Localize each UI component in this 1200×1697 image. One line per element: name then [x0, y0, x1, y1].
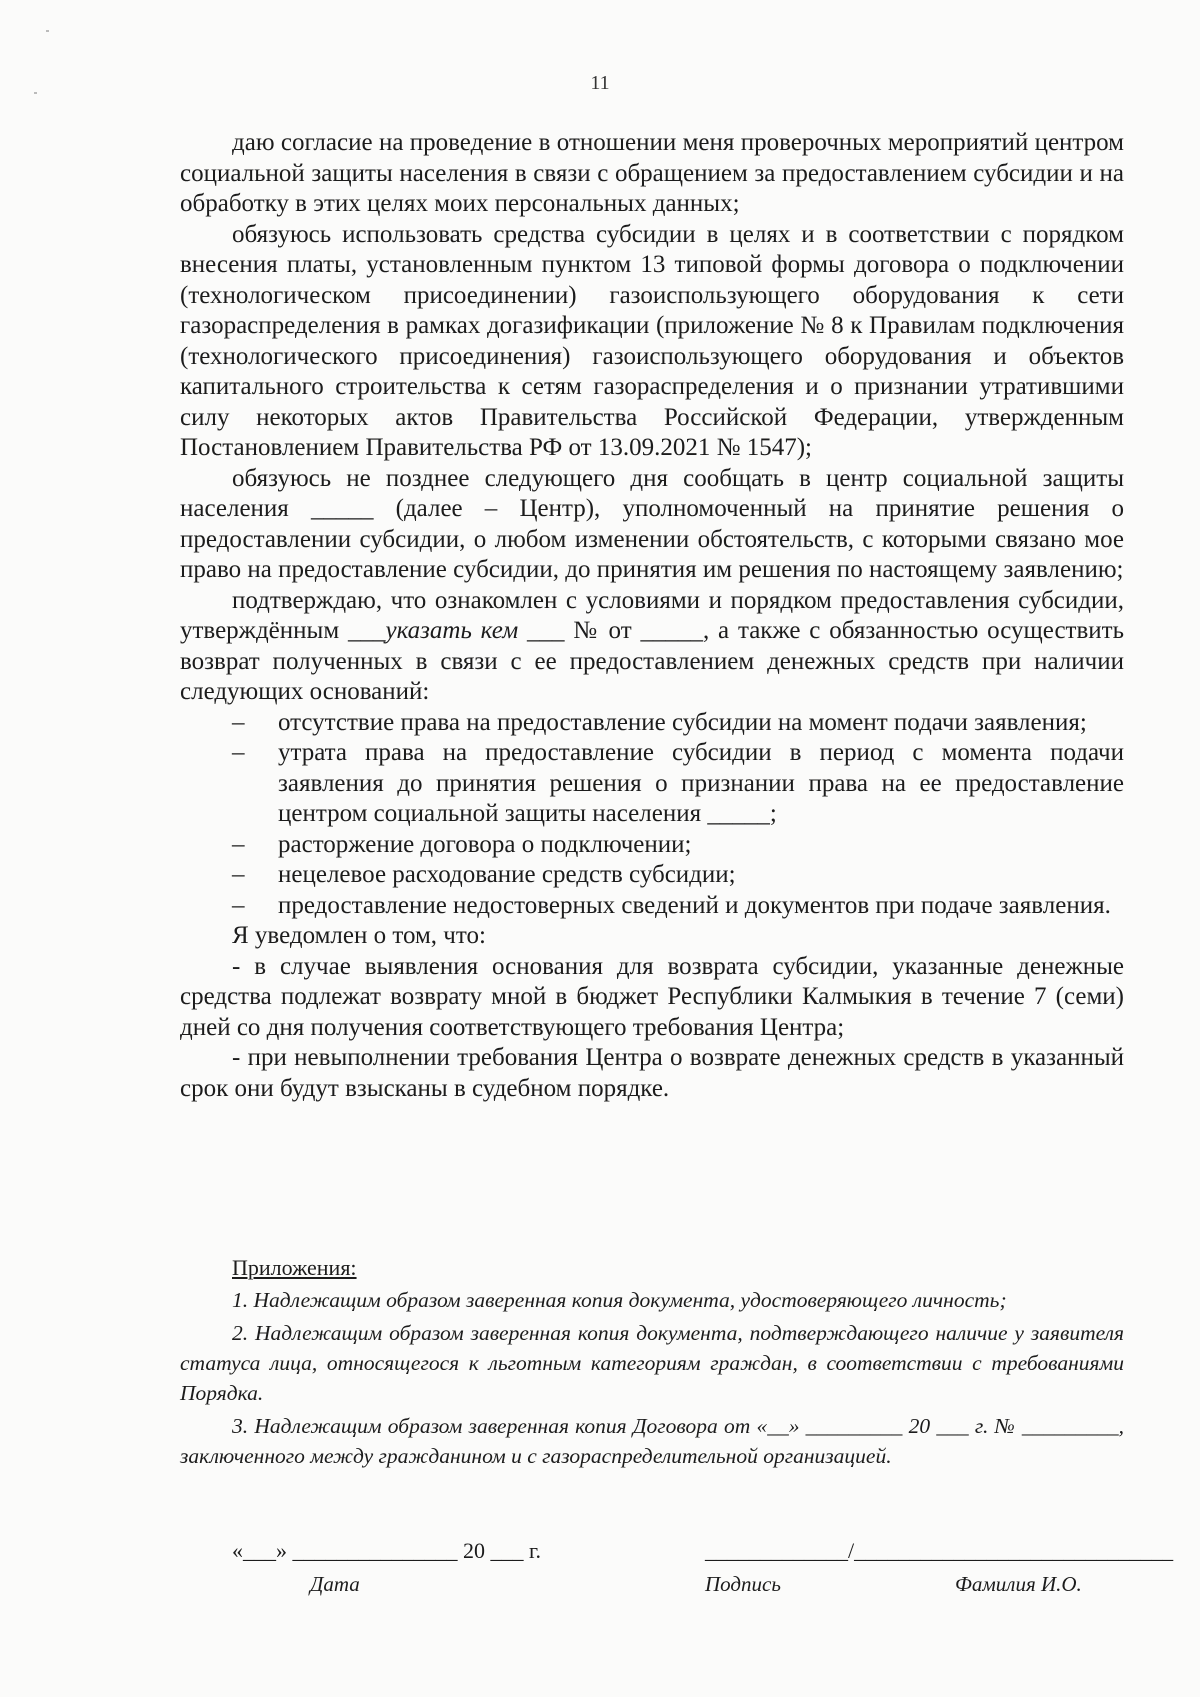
list-item: [180, 860, 1124, 891]
signature-caption: Подпись: [705, 1572, 781, 1596]
name-caption: Фамилия И.О.: [955, 1572, 1082, 1596]
list-item: [180, 708, 1124, 739]
document-body: [180, 128, 1124, 1104]
list-item-text: предоставление недостоверных сведений и документов при подаче заявления.: [278, 891, 1111, 919]
signature-block: [180, 1538, 1174, 1608]
attachment-item: 3. Надлежащим образом заверенная копия Договора от «__» _________ 20 ___ г. № _________, заключенного между гражданином и с газораспределительной организацией.: [180, 1414, 1124, 1468]
list-item-text: утрата права на предоставление субсидии в период с момента подачи заявления до принятия решения о признании права на ее предоставление центром социальной защиты населения _____;: [278, 739, 1124, 827]
signature-fill-line: _____________/_____________________________: [705, 1538, 1174, 1563]
list-item-text: отсутствие права на предоставление субсидии на момент подачи заявления;: [278, 708, 1087, 736]
paragraph-confirmation: [180, 586, 1124, 708]
paragraph-obligation-use: обязуюсь использовать средства субсидии в целях и в соответствии с порядком внесения платы, установленным пунктом 13 типовой формы договора о подключении (технологическом присоединении) газоиспользующего оборудования к сети газораспределения в рамках догазификации (приложение № 8 к Правилам подключения (технологического присоединения) газоиспользующего оборудования и объектов капитального строительства к сетям газораспределения и о признании утратившими силу некоторых актов Правительства Российской Федерации, утвержденным Постановлением Правительства РФ от 13.09.2021 № 1547);: [180, 220, 1124, 461]
attachments-heading: [180, 1253, 1124, 1283]
confirmation-text-start: подтверждаю, что ознакомлен с условиями и порядком предоставления субсидии, утверждённым: [180, 586, 1124, 644]
attachment-item: 1. Надлежащим образом заверенная копия документа, удостоверяющего личность;: [232, 1288, 1007, 1312]
list-item: [180, 738, 1124, 830]
list-item-text: расторжение договора о подключении;: [278, 830, 692, 858]
dash-marker: –: [232, 830, 245, 858]
dash-marker: –: [232, 861, 245, 888]
attachments-heading-text: Приложения:: [232, 1255, 357, 1280]
list-item: [180, 891, 1124, 922]
date-caption: Дата: [310, 1572, 360, 1596]
dash-marker: –: [232, 708, 245, 736]
confirmation-text-end: № от _____, а также с обязанностью осуществить возврат полученных в связи с ее предоставлением денежных средств при наличии следующих оснований:: [180, 617, 1124, 705]
attachment-item: 2. Надлежащим образом заверенная копия документа, подтверждающего наличие у заявителя статуса лица, относящегося к льготным категориям граждан, в соответствии с требованиями Порядка.: [180, 1321, 1124, 1405]
paragraph-consent: даю согласие на проведение в отношении меня проверочных мероприятий центром социальной защиты населения в связи с обращением за предоставлением субсидии и на обработку в этих целях моих персональных данных;: [180, 129, 1124, 217]
notice-intro: Я уведомлен о том, что:: [232, 922, 486, 949]
list-item-text: нецелевое расходование средств субсидии;: [278, 861, 736, 888]
page-number: 11: [590, 72, 610, 94]
attachments-section: [180, 1253, 1124, 1474]
issuer-fill-field: ___указать кем ___: [347, 617, 565, 644]
list-item: [180, 830, 1124, 861]
notice-court-recovery: - при невыполнении требования Центра о возврате денежных средств в указанный срок они будут взысканы в судебном порядке.: [180, 1044, 1124, 1102]
return-grounds-list: [180, 708, 1124, 922]
notice-refund-deadline: - в случае выявления основания для возврата субсидии, указанные денежные средства подлежат возврату мной в бюджет Республики Калмыкия в течение 7 (семи) дней со дня получения соответствующего требования Центра;: [180, 952, 1124, 1041]
scan-speck: [46, 30, 49, 32]
dash-marker: –: [232, 739, 245, 766]
date-fill-line: «___» _______________ 20 ___ г.: [232, 1538, 542, 1563]
paragraph-obligation-notify: обязуюсь не позднее следующего дня сообщать в центр социальной защиты населения _____ (далее – Центр), уполномоченный на принятие решения о предоставлении субсидии, о любом изменении обстоятельств, с которыми связано мое право на предоставление субсидии, до принятия им решения по настоящему заявлению;: [180, 464, 1124, 583]
dash-marker: –: [232, 891, 245, 919]
